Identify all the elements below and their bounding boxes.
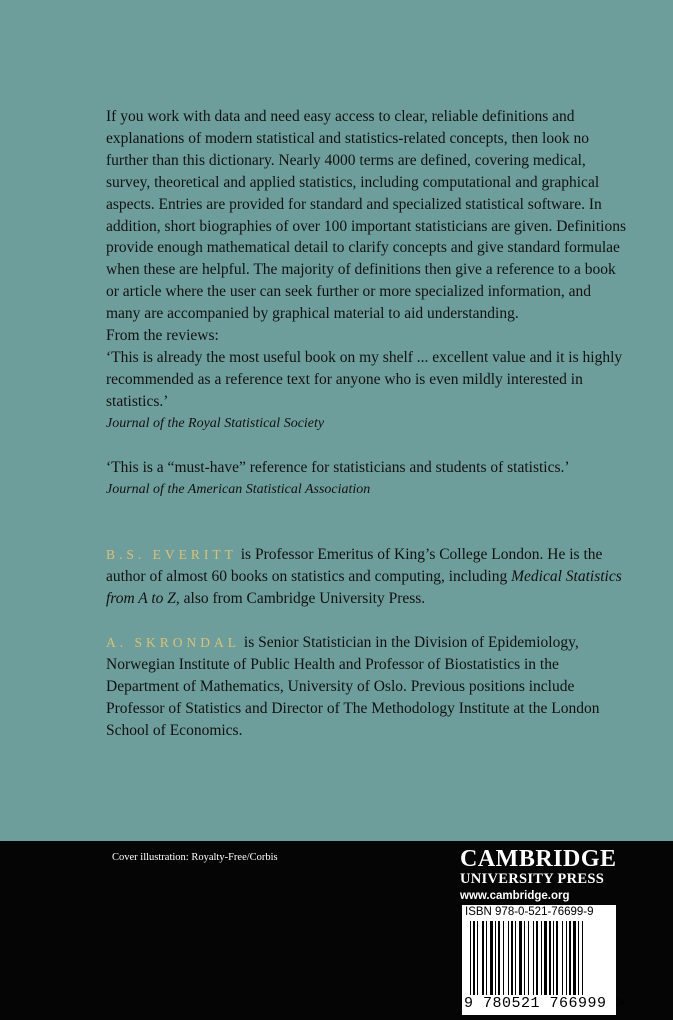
author-bio-everitt-tail: , also from Cambridge University Press. [175,590,426,608]
isbn-barcode [462,905,626,1015]
publisher-subtitle: UNIVERSITY PRESS [460,871,605,887]
reviews-heading: From the reviews: [106,327,219,345]
author-bio-skrondal-text: is Senior Statistician in the Division of Epidemiology, Norwegian Institute of Public Health and Professor of Biostatistics in the Department of Mathematics, University of Oslo. Previous positions include Professor of Statistics and Director of The Methodology Institute at the London School of Economics. [106,634,600,739]
cover-text [106,106,626,742]
review-quote-1: ‘This is already the most useful book on my shelf ... excellent value and it is highly recommended as a reference text for anyone who is even mildly interested in statistics.’ [106,348,623,410]
author-bio-everitt-text: is Professor Emeritus of King’s College London. He is the author of almost 60 books on statistics and computing, including [106,546,603,586]
isbn-label: ISBN 978-0-521-76699-9 [465,906,594,918]
publisher-logo [460,847,616,905]
review-quote-2: ‘This is a “must-have” reference for statisticians and students of statistics.’ [106,458,570,476]
barcode-icon [470,921,610,995]
cover-credit: Cover illustration: Royalty-Free/Corbis [112,852,278,863]
author-bio-skrondal [106,632,626,742]
publisher-name: CAMBRIDGE [460,846,617,872]
book-title-reference: Medical Statistics from A to Z [106,568,622,608]
publisher-url: www.cambridge.org [460,890,570,902]
review-source-2: Journal of the American Statistical Association [106,481,371,497]
book-description: If you work with data and need easy access to clear, reliable definitions and explanations of modern statistical and statistics-related concepts, then look no further than this dictionary. Nearly 4000 terms are defined, covering medical, survey, theoretical and applied statistics, including computational and graphical aspects. Entries are provided for standard and specialized statistical software. In addition, short biographies of over 100 important statisticians are given. Definitions provide enough mathematical detail to clarify concepts and give standard formulae when these are helpful. The majority of definitions then give a reference to a book or article where the user can seek further or more specialized information, and many are accompanied by graphical material to aid understanding. [106,108,627,323]
barcode-number: 9 780521 766999 > [464,995,626,1012]
author-name-everitt: B.S. EVERITT [106,547,237,563]
review-source-1: Journal of the Royal Statistical Society [106,415,325,431]
footer-band [0,841,673,1020]
author-bio-everitt [106,544,626,610]
author-name-skrondal: A. SKRONDAL [106,635,241,651]
